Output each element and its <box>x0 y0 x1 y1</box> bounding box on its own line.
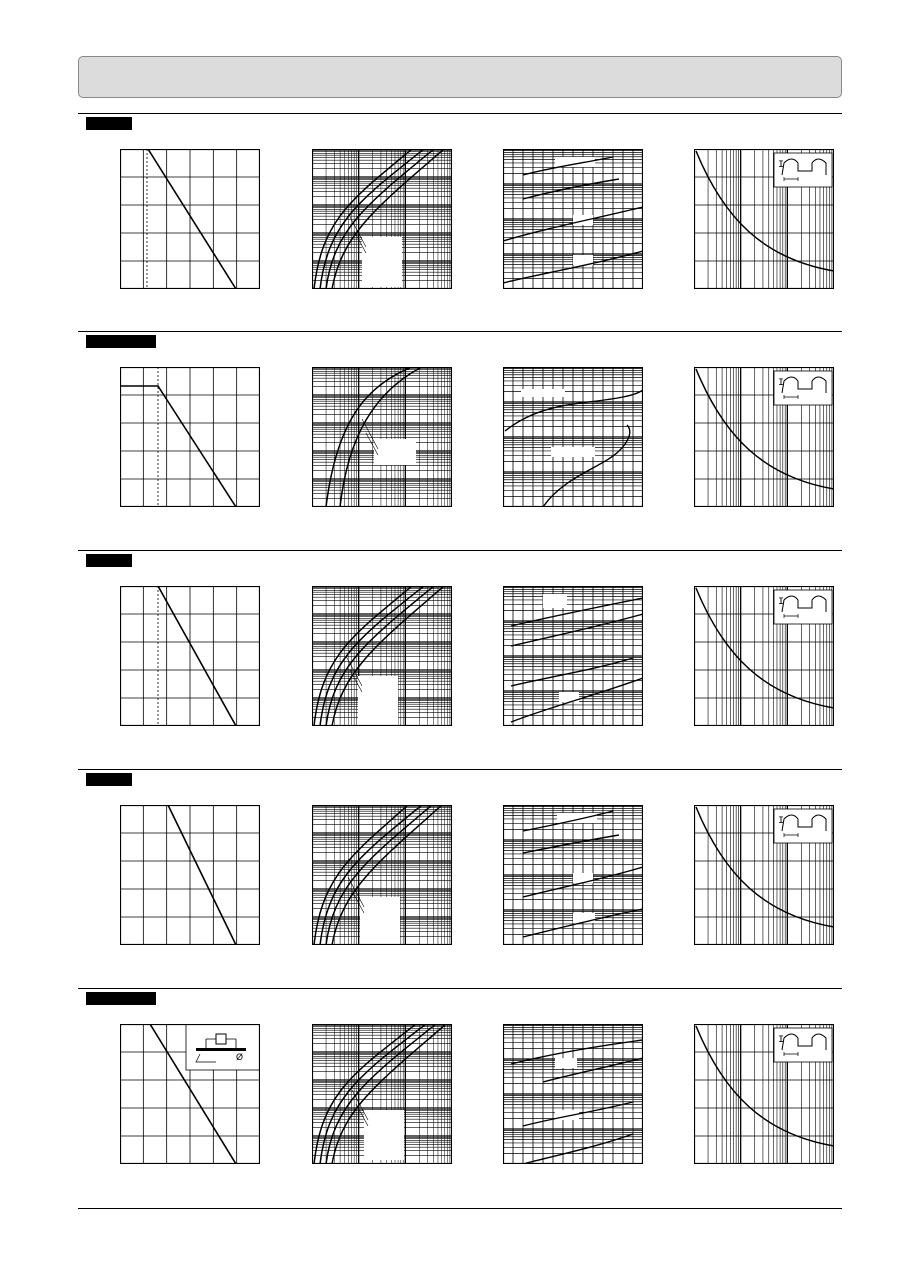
legend-box <box>364 1110 404 1160</box>
pulse-waveform-inset <box>774 371 832 405</box>
derating-chart-4 <box>120 805 260 945</box>
temperature-curve-3 <box>523 1102 633 1126</box>
graph-frame <box>313 368 452 507</box>
section-separator <box>78 113 842 114</box>
pulse-waveform-inset <box>774 153 832 187</box>
section-model-tag <box>86 554 132 567</box>
curve-label-box <box>521 389 565 397</box>
curve-label-box <box>555 1058 577 1068</box>
temperature-characteristic-chart-5 <box>503 1024 643 1164</box>
header-banner <box>78 56 842 98</box>
pulse-life-chart-3 <box>694 586 834 726</box>
section-model-tag <box>86 117 132 130</box>
curve-label-box <box>573 215 593 225</box>
current-label: I <box>778 378 785 389</box>
curve-label-box <box>551 447 595 457</box>
temperature-characteristic-chart-3 <box>503 586 643 726</box>
derating-curve <box>158 586 236 726</box>
voltage-current-chart-1 <box>312 149 452 289</box>
current-label: I <box>778 160 785 171</box>
inset-background <box>186 1024 260 1070</box>
pulse-waveform-inset <box>774 1028 832 1062</box>
voltage-current-chart-5 <box>312 1024 452 1164</box>
temperature-curve-4 <box>523 1134 633 1164</box>
temperature-curve-1 <box>505 367 643 431</box>
voltage-current-chart-3 <box>312 586 452 726</box>
voltage-current-chart-4 <box>312 805 452 945</box>
legend-box <box>374 439 416 465</box>
current-label: I <box>778 1035 785 1046</box>
section-separator <box>78 769 842 770</box>
diameter-label: Ø <box>236 1052 244 1062</box>
derating-curve <box>148 149 236 289</box>
derating-chart-1 <box>120 149 260 289</box>
temperature-characteristic-chart-4 <box>503 805 643 945</box>
derating-chart-3 <box>120 586 260 726</box>
vi-curve-1 <box>326 367 412 507</box>
pulse-life-chart-1 <box>694 149 834 289</box>
section-separator <box>78 988 842 989</box>
current-label: I <box>778 816 785 827</box>
pulse-waveform-inset <box>774 809 832 843</box>
temperature-characteristic-chart-2 <box>503 367 643 507</box>
current-label: I <box>778 597 785 608</box>
section-model-tag <box>86 773 132 786</box>
pcb-board <box>196 1048 246 1051</box>
section-model-tag <box>86 335 156 348</box>
pulse-life-chart-2 <box>694 367 834 507</box>
temperature-curve-2 <box>523 179 619 199</box>
pulse-life-chart-5 <box>694 1024 834 1164</box>
mounting-diagram-inset <box>186 1024 260 1070</box>
pulse-waveform-inset <box>774 590 832 624</box>
derating-chart-5 <box>120 1024 260 1164</box>
voltage-current-chart-2 <box>312 367 452 507</box>
legend-box <box>358 676 398 726</box>
temperature-characteristic-chart-1 <box>503 149 643 289</box>
derating-curve <box>168 805 236 945</box>
section-separator <box>78 331 842 332</box>
curve-label-box <box>543 594 567 608</box>
derating-curve <box>120 386 236 507</box>
derating-chart-2 <box>120 367 260 507</box>
section-model-tag <box>86 992 156 1005</box>
legend-box <box>362 237 402 287</box>
legend-box <box>360 897 400 945</box>
temperature-curve-3 <box>511 658 633 686</box>
curve-label-box <box>557 813 597 823</box>
pulse-life-chart-4 <box>694 805 834 945</box>
footer-rule <box>78 1208 842 1209</box>
section-separator <box>78 550 842 551</box>
